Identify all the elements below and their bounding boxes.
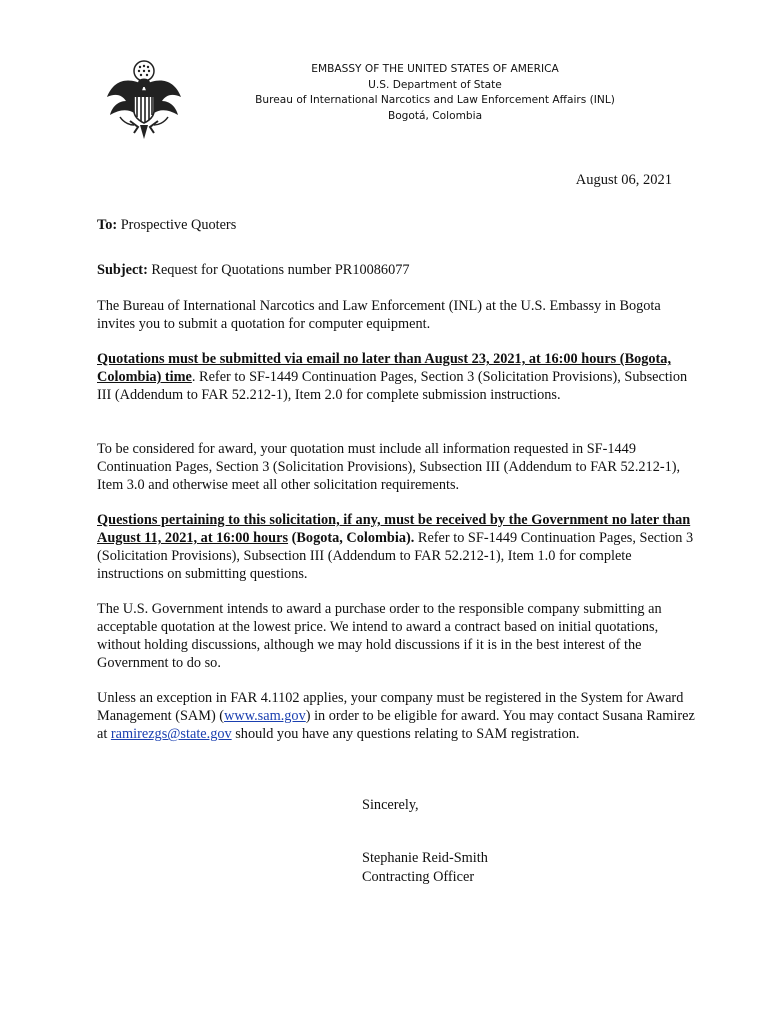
- letterhead: [200, 62, 670, 124]
- subject-line: [97, 261, 697, 279]
- letterhead-department: U.S. Department of State: [368, 78, 502, 91]
- paragraph-requirements: To be considered for award, your quotation must include all information requested in SF-1449 Continuation Pages, Section 3 (Solicitation Provisions), Subsection III (Addendum to FAR 52.212-1), Item 3.0 and otherwise meet all other solicitation requirements.: [97, 441, 681, 493]
- paragraph-questions: [97, 511, 697, 583]
- paragraph-sam: [97, 689, 697, 743]
- letterhead-bureau: Bureau of International Narcotics and Law Enforcement Affairs (INL): [255, 94, 615, 106]
- closing: Sincerely,: [362, 797, 419, 813]
- signature-block: [362, 849, 488, 887]
- paragraph-intro: The Bureau of International Narcotics and Law Enforcement (INL) at the U.S. Embassy in Bogota invites you to submit a quotation for computer equipment.: [97, 298, 661, 332]
- letterhead-location: Bogotá, Colombia: [387, 109, 483, 122]
- to-label: To:: [97, 217, 118, 233]
- contact-email-link[interactable]: ramirezgs@state.gov: [110, 726, 232, 742]
- to-value: Prospective Quoters: [117, 217, 237, 233]
- subject-value: Request for Quotations number PR10086077: [147, 262, 410, 278]
- questions-emphasis: Questions pertaining to this solicitation, if any, must be received by the Government no later than August 11, 2021, at 16:00 hours: [97, 512, 691, 546]
- deadline-details: . Refer to SF-1449 Continuation Pages, Section 3 (Solicitation Provisions), Subsection III (Addendum to FAR 52.212-1), Item 2.0 for complete submission instructions.: [97, 369, 688, 403]
- paragraph-award: The U.S. Government intends to award a purchase order to the responsible company submitting an acceptable quotation at the lowest price. We intend to award a contract based on initial quotations, without holding discussions, although we may hold discussions if it is in the best interest of the Government to do so.: [97, 601, 662, 671]
- sam-text-2: ) in order to be eligible for award. You may contact Susana Ramirez at: [97, 708, 695, 742]
- questions-details: Refer to SF-1449 Continuation Pages, Section 3 (Solicitation Provisions), Subsection III (Addendum to FAR 52.212-1), Item 1.0 for complete instructions on submitting questions.: [97, 530, 694, 582]
- letterhead-embassy: EMBASSY OF THE UNITED STATES OF AMERICA: [311, 63, 559, 75]
- letter-date: August 06, 2021: [575, 172, 672, 188]
- paragraph-deadline: [97, 350, 697, 404]
- sam-link[interactable]: www.sam.gov: [224, 708, 306, 724]
- deadline-emphasis: Quotations must be submitted via email no later than August 23, 2021, at 16:00 hours (Bogota, Colombia) time: [97, 351, 672, 385]
- recipient-line: [97, 216, 697, 234]
- signer-name: Stephanie Reid-Smith: [362, 850, 488, 866]
- signer-title: Contracting Officer: [362, 869, 475, 885]
- great-seal-icon: [104, 57, 184, 141]
- subject-label: Subject:: [97, 262, 148, 278]
- sam-text-3: should you have any questions relating to SAM registration.: [231, 726, 580, 742]
- sam-text-1: Unless an exception in FAR 4.1102 applies, your company must be registered in the System for Award Management (SAM) (: [97, 690, 684, 724]
- questions-location: (Bogota, Colombia).: [288, 530, 415, 546]
